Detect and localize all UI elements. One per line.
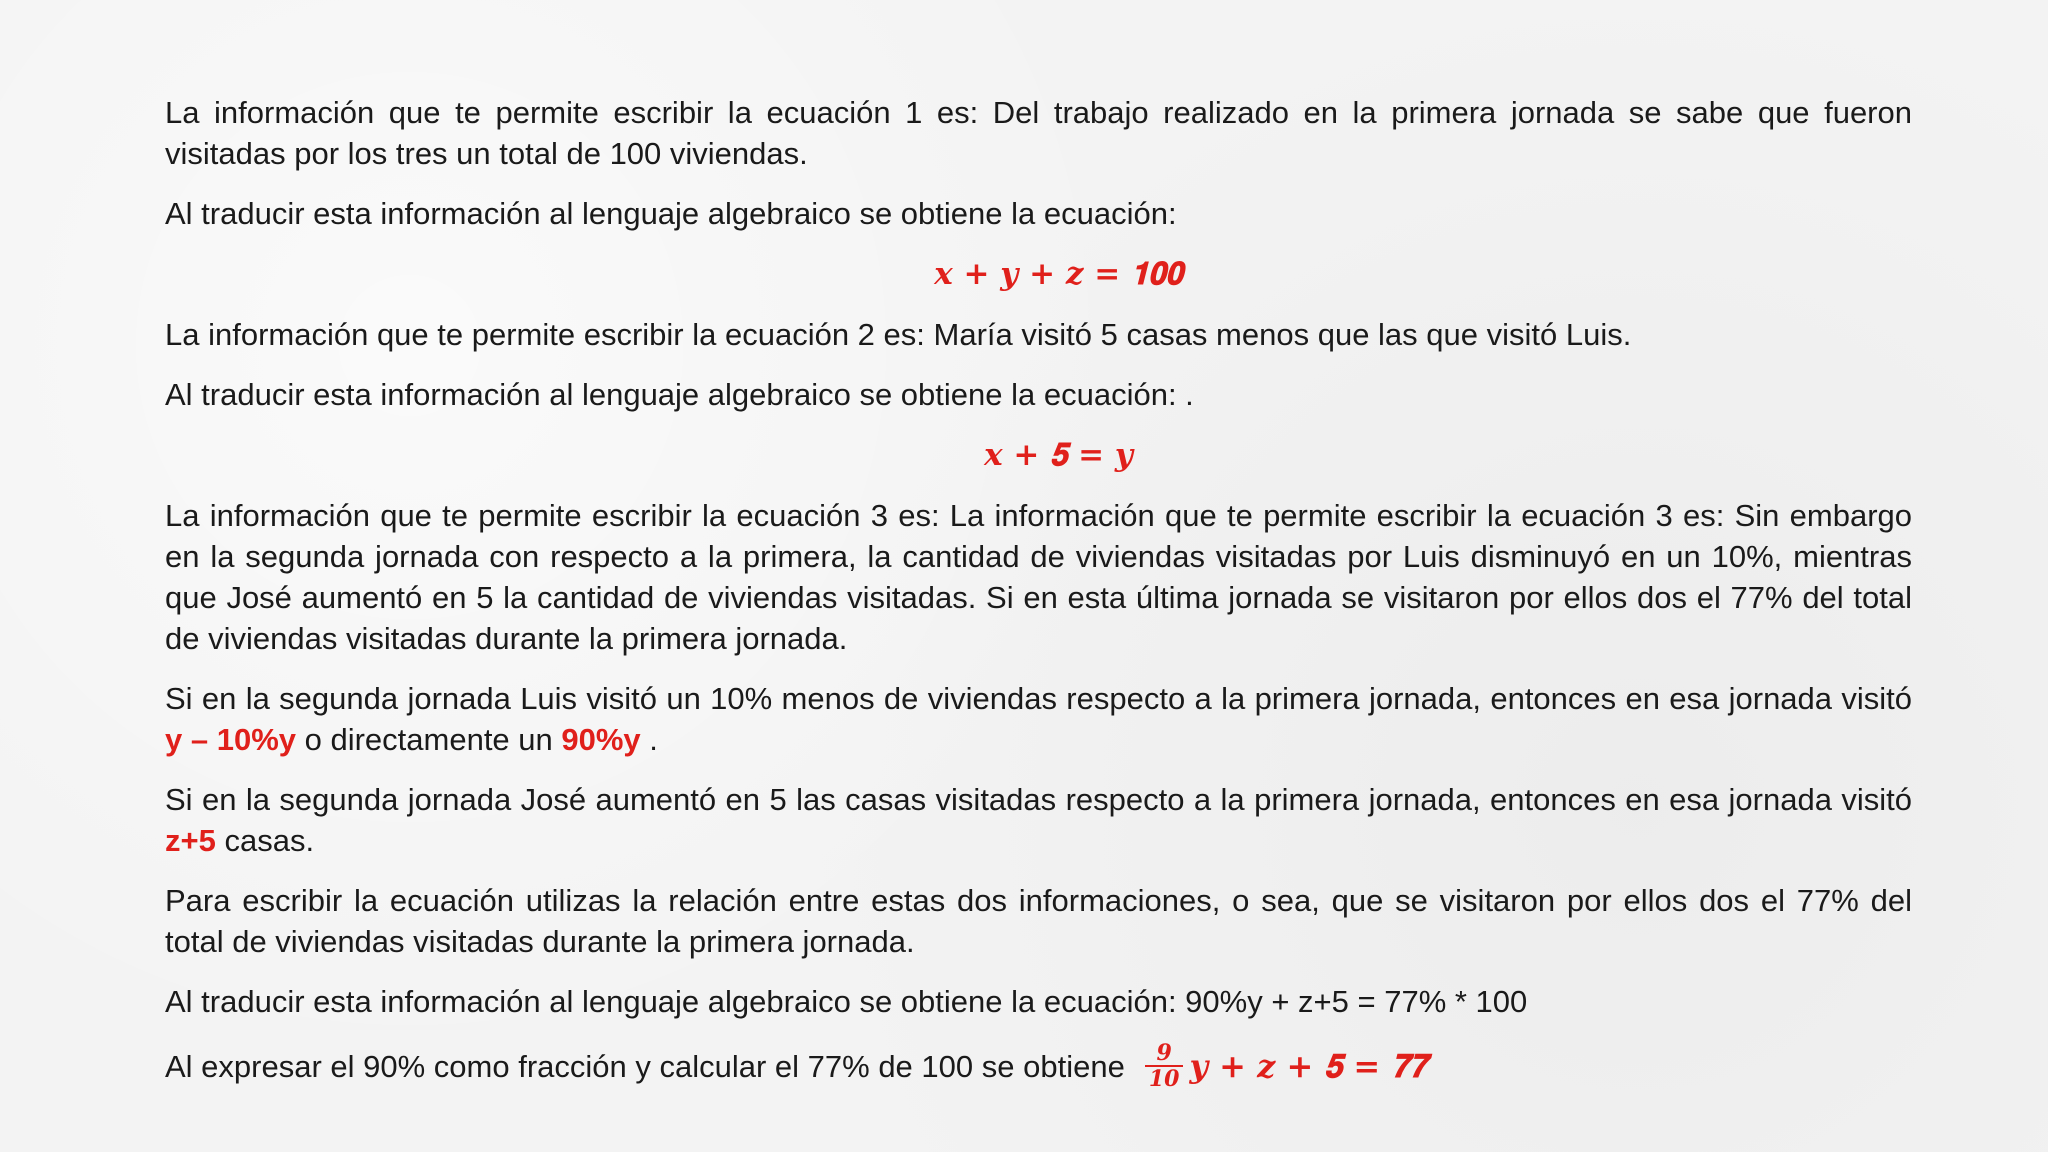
paragraph-jose-segunda-jornada bbox=[165, 779, 1912, 861]
paragraph-ecuacion-3: La información que te permite escribir la ecuación 3 es: La información que te permite escribir la ecuación 3 es: Sin embargo en la segunda jornada con respecto a la primera, la cantidad de viviendas visitadas por Luis disminuyó en un 10%, mientras que José aumentó en 5 la cantidad de viviendas visitadas. Si en esta última jornada se visitaron por ellos dos el 77% del total de viviendas visitadas durante la primera jornada. bbox=[165, 498, 1912, 656]
paragraph-relacion: Para escribir la ecuación utilizas la relación entre estas dos informaciones, o sea, que se visitaron por ellos dos el 77% del total de viviendas visitadas durante la primera jornada. bbox=[165, 883, 1912, 959]
equation-2 bbox=[165, 434, 1912, 476]
fraction-denominator: 10 bbox=[1148, 1066, 1180, 1092]
paragraph-ecuacion-2: La información que te permite escribir la ecuación 2 es: María visitó 5 casas menos que las que visitó Luis. bbox=[165, 317, 1632, 352]
luis-text-a: Si en la segunda jornada Luis visitó un 10% menos de viviendas respecto a la primera jornada, entonces en esa jornada visitó bbox=[165, 681, 1912, 716]
jose-text-a: Si en la segunda jornada José aumentó en 5 las casas visitadas respecto a la primera jornada, entonces en esa jornada visitó bbox=[165, 782, 1912, 817]
luis-expression-1: y – 10%y bbox=[165, 722, 296, 757]
slide-content bbox=[165, 92, 1912, 1091]
luis-text-e: . bbox=[640, 722, 658, 757]
paragraph-traduccion-2: Al traducir esta información al lenguaje algebraico se obtiene la ecuación: . bbox=[165, 377, 1194, 412]
equation-1 bbox=[165, 253, 1912, 295]
fraccion-text: Al expresar el 90% como fracción y calcular el 77% de 100 se obtiene bbox=[165, 1048, 1125, 1084]
luis-expression-2: 90%y bbox=[561, 722, 641, 757]
jose-expression: z+5 bbox=[165, 823, 216, 858]
paragraph-traduccion-1: Al traducir esta información al lenguaje algebraico se obtiene la ecuación: bbox=[165, 196, 1177, 231]
paragraph-traduccion-3: Al traducir esta información al lenguaje algebraico se obtiene la ecuación: 90%y + z+5 = 77% * 100 bbox=[165, 984, 1528, 1019]
equation-3-text: 𝒚 + 𝒛 + 𝟓 = 𝟕𝟕 bbox=[1189, 1046, 1427, 1085]
fraction-numerator: 9 bbox=[1145, 1041, 1184, 1067]
paragraph-ecuacion-1: La información que te permite escribir la ecuación 1 es: Del trabajo realizado en la primera jornada se sabe que fueron visitadas por los tres un total de 100 viviendas. bbox=[165, 95, 1912, 171]
jose-text-c: casas. bbox=[215, 823, 315, 858]
equation-1-text: 𝒙 + 𝒚 + 𝒛 = 𝟏𝟎𝟎 bbox=[934, 256, 1183, 292]
paragraph-fraccion bbox=[165, 1041, 1912, 1091]
luis-text-c: o directamente un bbox=[296, 722, 562, 757]
equation-2-text: 𝒙 + 𝟓 = 𝒚 bbox=[984, 437, 1133, 473]
paragraph-luis-segunda-jornada bbox=[165, 678, 1912, 760]
fraction bbox=[1145, 1041, 1184, 1091]
